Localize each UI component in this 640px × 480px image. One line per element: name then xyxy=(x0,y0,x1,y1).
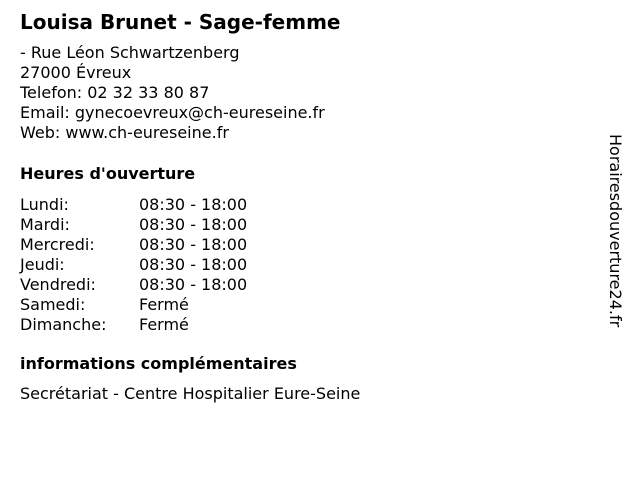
hours-row-wednesday xyxy=(20,235,320,255)
time-value: 08:30 - 18:00 xyxy=(139,275,248,294)
site-watermark: Horairesdouverture24.fr xyxy=(606,134,625,328)
time-value: 08:30 - 18:00 xyxy=(139,235,248,254)
day-label: Dimanche: xyxy=(20,315,107,334)
hours-row-saturday xyxy=(20,295,320,315)
street-line: - Rue Léon Schwartzenberg xyxy=(20,43,240,62)
hours-heading: Heures d'ouverture xyxy=(20,164,196,183)
day-label: Mercredi: xyxy=(20,235,95,254)
time-value: Fermé xyxy=(139,295,189,314)
day-label: Lundi: xyxy=(20,195,69,214)
time-value: 08:30 - 18:00 xyxy=(139,215,248,234)
info-text: Secrétariat - Centre Hospitalier Eure-Seine xyxy=(20,384,361,403)
day-label: Samedi: xyxy=(20,295,86,314)
hours-row-tuesday xyxy=(20,215,320,235)
hours-row-sunday xyxy=(20,315,320,335)
hours-row-monday xyxy=(20,195,320,215)
hours-row-friday xyxy=(20,275,320,295)
email-line: Email: gynecoevreux@ch-eureseine.fr xyxy=(20,103,325,122)
web-line: Web: www.ch-eureseine.fr xyxy=(20,123,229,142)
city-line: 27000 Évreux xyxy=(20,63,132,82)
address-block xyxy=(20,43,325,143)
time-value: Fermé xyxy=(139,315,189,334)
info-heading: informations complémentaires xyxy=(20,354,297,373)
hours-row-thursday xyxy=(20,255,320,275)
phone-line: Telefon: 02 32 33 80 87 xyxy=(20,83,210,102)
time-value: 08:30 - 18:00 xyxy=(139,255,248,274)
day-label: Mardi: xyxy=(20,215,70,234)
day-label: Vendredi: xyxy=(20,275,96,294)
hours-table xyxy=(20,195,320,335)
page-title: Louisa Brunet - Sage-femme xyxy=(20,10,341,34)
day-label: Jeudi: xyxy=(20,255,65,274)
time-value: 08:30 - 18:00 xyxy=(139,195,248,214)
